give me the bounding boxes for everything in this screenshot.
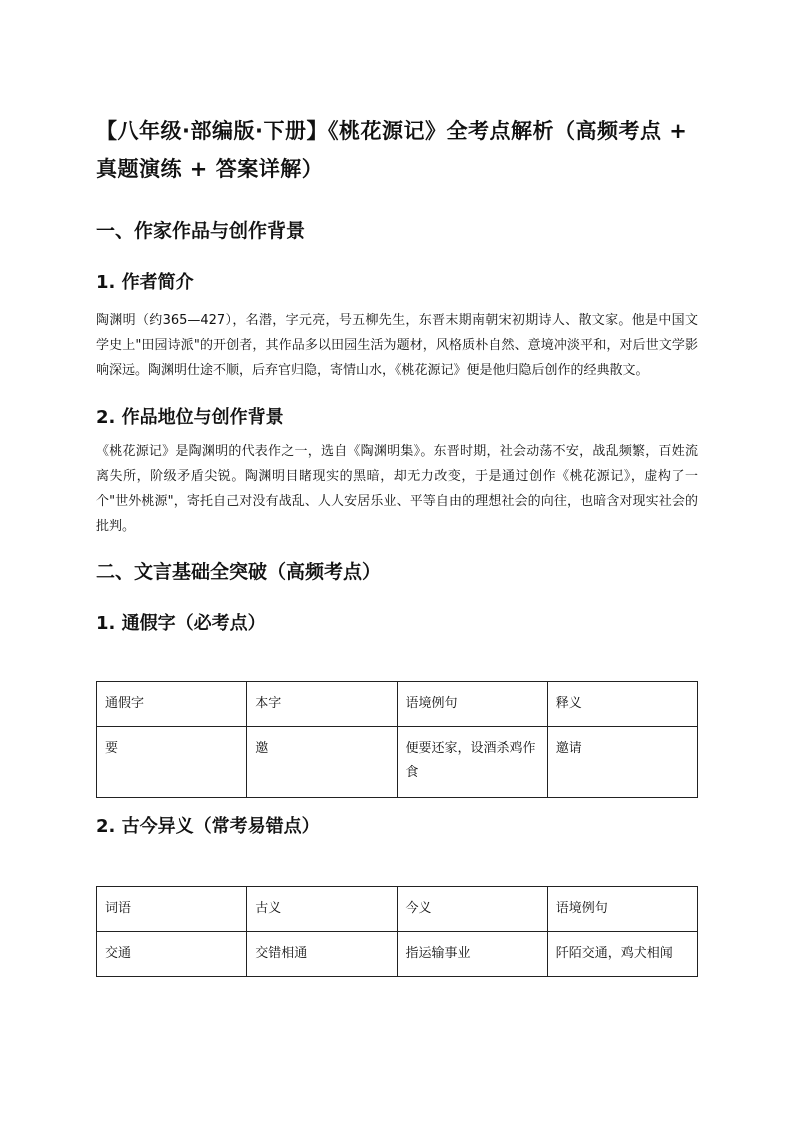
table-header-row	[97, 887, 698, 932]
subsection-heading-gujinyiyi: 2. 古今异义（常考易错点）	[96, 816, 320, 837]
table-header-row	[97, 682, 698, 727]
author-intro-paragraph: 陶渊明（约365—427），名潜，字元亮，号五柳先生，东晋末期南朝宋初期诗人、散文家。他是中国文学史上"田园诗派"的开创者，其作品多以田园生活为题材，风格质朴自然、意境冲淡平和，对后世文学影响深远。陶渊明仕途不顺，后弃官归隐，寄情山水，《桃花源记》便是他归隐后创作的经典散文。	[96, 313, 698, 378]
table-header-cell: 语境例句	[397, 682, 547, 727]
table-cell: 交错相通	[247, 932, 397, 977]
table-cell: 邀	[247, 727, 397, 798]
table-cell: 便要还家，设酒杀鸡作食	[397, 727, 547, 798]
subsection-heading-author-intro: 1. 作者简介	[96, 272, 194, 293]
document-title: 【八年级·部编版·下册】《桃花源记》全考点解析（高频考点 + 真题演练 + 答案详解）	[96, 119, 688, 181]
table-header-cell: 古义	[247, 887, 397, 932]
subsection-heading-tongjiazi: 1. 通假字（必考点）	[96, 613, 266, 634]
table-header-cell: 本字	[247, 682, 397, 727]
work-background-paragraph: 《桃花源记》是陶渊明的代表作之一，选自《陶渊明集》。东晋时期，社会动荡不安，战乱频繁，百姓流离失所，阶级矛盾尖锐。陶渊明目睹现实的黑暗，却无力改变，于是通过创作《桃花源记》，虚构了一个"世外桃源"，寄托自己对没有战乱、人人安居乐业、平等自由的理想社会的向往，也暗含对现实社会的批判。	[96, 444, 698, 534]
section-heading-classical-basics: 二、文言基础全突破（高频考点）	[96, 561, 382, 583]
table-row	[97, 932, 698, 977]
table-header-cell: 释义	[547, 682, 697, 727]
table-header-cell: 通假字	[97, 682, 247, 727]
subsection-heading-work-background: 2. 作品地位与创作背景	[96, 407, 284, 428]
table-cell: 要	[97, 727, 247, 798]
gujinyiyi-table	[96, 886, 698, 977]
document-page	[96, 112, 698, 977]
section-heading-author-background: 一、作家作品与创作背景	[96, 220, 306, 242]
table-cell: 指运输事业	[397, 932, 547, 977]
table-header-cell: 词语	[97, 887, 247, 932]
table-header-cell: 语境例句	[547, 887, 697, 932]
table-row	[97, 727, 698, 798]
table-cell: 阡陌交通，鸡犬相闻	[547, 932, 697, 977]
table-header-cell: 今义	[397, 887, 547, 932]
tongjiazi-table	[96, 681, 698, 798]
table-cell: 交通	[97, 932, 247, 977]
table-cell: 邀请	[547, 727, 697, 798]
